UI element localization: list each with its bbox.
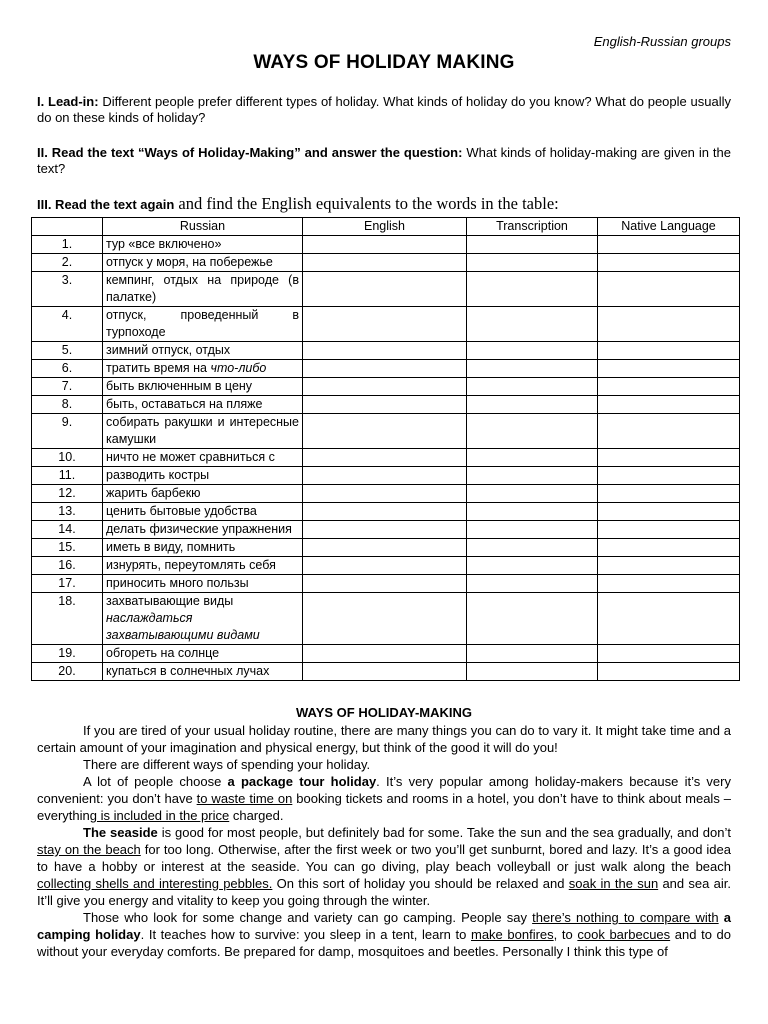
row-number: 10. [32,449,103,467]
english-cell[interactable] [303,236,467,254]
native-language-cell[interactable] [598,272,740,307]
english-cell[interactable] [303,539,467,557]
table-row [32,557,740,575]
table-row [32,449,740,467]
table-row [32,467,740,485]
english-cell[interactable] [303,342,467,360]
native-language-cell[interactable] [598,360,740,378]
english-cell[interactable] [303,521,467,539]
text-run: charged. [229,808,284,823]
english-cell[interactable] [303,378,467,396]
group-label: English-Russian groups [593,34,731,49]
text-title: WAYS OF HOLIDAY-MAKING [295,705,472,720]
english-cell[interactable] [303,449,467,467]
russian-term [103,645,303,663]
native-language-cell[interactable] [598,414,740,449]
english-cell[interactable] [303,307,467,342]
row-number: 15. [32,539,103,557]
russian-term [103,449,303,467]
table-row [32,272,740,307]
transcription-cell[interactable] [467,663,598,681]
transcription-cell[interactable] [467,236,598,254]
english-cell[interactable] [303,503,467,521]
table-row [32,593,740,645]
text-run: and sea air. It’ll give you energy and vitality to keep you going through the winter. [37,876,731,908]
russian-text: отпуск, проведенный в турпоходе [106,308,299,339]
header-number [32,218,103,236]
task-lead-in [37,94,731,126]
text-run: A lot of people choose [83,774,228,789]
table-row [32,342,740,360]
table-row [32,414,740,449]
transcription-cell[interactable] [467,449,598,467]
text-run: and to do without your everyday comforts. Be prepared for damp, mosquitoes and beetles. Personally I think this type of [37,927,732,959]
transcription-cell[interactable] [467,307,598,342]
russian-term [103,360,303,378]
russian-text-italic: что-либо [210,361,267,375]
transcription-cell[interactable] [467,575,598,593]
russian-text: разводить костры [106,468,210,482]
russian-text: делать физические упражнения [106,522,292,536]
russian-term [103,396,303,414]
russian-text: кемпинг, отдых на природе (в палатке) [106,273,299,304]
native-language-cell[interactable] [598,593,740,645]
russian-text: обгореть на солнце [106,646,220,660]
header-english: English [303,218,467,236]
russian-text: тур «все включено» [106,237,222,251]
english-cell[interactable] [303,254,467,272]
transcription-cell[interactable] [467,396,598,414]
text-run: Those who look for some change and variety can go camping. People say [83,910,533,925]
paragraph [37,773,731,824]
row-number: 7. [32,378,103,396]
transcription-cell[interactable] [467,557,598,575]
key-term: a package tour holiday [227,774,377,789]
english-cell[interactable] [303,645,467,663]
task-text: What kinds of holiday-making are given in the text? [37,145,731,176]
russian-text: ничто не может сравниться с [106,450,275,464]
russian-term [103,539,303,557]
russian-text: приносить много пользы [106,576,249,590]
russian-text: зимний отпуск, отдых [106,343,231,357]
paragraph [37,824,731,909]
table-row [32,360,740,378]
russian-term [103,254,303,272]
russian-term [103,503,303,521]
paragraph: There are different ways of spending your holiday. [83,757,371,772]
russian-text: быть, оставаться на пляже [106,397,263,411]
russian-term [103,521,303,539]
native-language-cell[interactable] [598,539,740,557]
task-label: I. Lead-in: [37,94,99,109]
russian-text-italic: наслаждаться захватывающими видами [106,611,260,642]
english-cell[interactable] [303,396,467,414]
task-read-text [37,145,731,177]
transcription-cell[interactable] [467,342,598,360]
underlined-phrase: is included in the price [96,808,230,823]
text-run: . It teaches how to survive: you sleep in a tent, learn to [140,927,471,942]
transcription-cell[interactable] [467,539,598,557]
row-number: 4. [32,307,103,342]
english-cell[interactable] [303,575,467,593]
english-cell[interactable] [303,272,467,307]
row-number: 16. [32,557,103,575]
task-label: III. Read the text again [37,197,175,212]
transcription-cell[interactable] [467,593,598,645]
row-number: 11. [32,467,103,485]
transcription-cell[interactable] [467,503,598,521]
transcription-cell[interactable] [467,521,598,539]
underlined-phrase: stay on the beach [37,842,141,857]
underlined-phrase: there’s nothing to compare with [532,910,719,925]
underlined-phrase: collecting shells and interesting pebbles. [37,876,273,891]
transcription-cell[interactable] [467,378,598,396]
russian-term [103,485,303,503]
row-number: 6. [32,360,103,378]
russian-term [103,593,303,645]
russian-term [103,307,303,342]
vocabulary-table [31,217,740,681]
text-run: booking tickets and rooms in a hotel, you don’t have to think about meals – everything [37,791,732,823]
paragraph [37,909,731,960]
table-row [32,663,740,681]
native-language-cell[interactable] [598,449,740,467]
native-language-cell[interactable] [598,575,740,593]
header-transcription: Transcription [467,218,598,236]
russian-term [103,272,303,307]
table-row [32,645,740,663]
native-language-cell[interactable] [598,236,740,254]
transcription-cell[interactable] [467,272,598,307]
paragraph: If you are tired of your usual holiday routine, there are many things you can do to vary it. It might take time and a certain amount of your imagination and physical energy, but think of the good it will do you! [37,723,731,755]
page-title: WAYS OF HOLIDAY MAKING [253,52,515,73]
table-header-row [32,218,740,236]
russian-term [103,378,303,396]
native-language-cell[interactable] [598,467,740,485]
russian-text: захватывающие виды [106,594,234,608]
underlined-phrase: soak in the sun [568,876,659,891]
table-row [32,539,740,557]
english-cell[interactable] [303,467,467,485]
task-text: Different people prefer different types of holiday. What kinds of holiday do you know? What do people usually do on these kinds of holiday? [37,94,732,125]
russian-text: собирать ракушки и интересные камушки [106,415,299,446]
table-row [32,254,740,272]
native-language-cell[interactable] [598,396,740,414]
table-row [32,485,740,503]
text-run: . It’s very popular among holiday-makers because it’s very convenient: you don’t have [37,774,731,806]
native-language-cell[interactable] [598,503,740,521]
russian-text: тратить время на [106,361,211,375]
table-row [32,396,740,414]
russian-text: иметь в виду, помнить [106,540,236,554]
russian-term [103,575,303,593]
russian-term [103,557,303,575]
key-term: a camping holiday [37,910,732,942]
russian-term [103,663,303,681]
russian-term [103,467,303,485]
native-language-cell[interactable] [598,342,740,360]
english-cell[interactable] [303,557,467,575]
native-language-cell[interactable] [598,485,740,503]
native-language-cell[interactable] [598,378,740,396]
underlined-phrase: to waste time on [196,791,293,806]
russian-text: быть включенным в цену [106,379,253,393]
key-term: The seaside [83,825,158,840]
underlined-phrase: cook barbecues [577,927,671,942]
row-number: 12. [32,485,103,503]
russian-text: изнурять, переутомлять себя [106,558,276,572]
table-row [32,307,740,342]
table-row [32,521,740,539]
row-number: 20. [32,663,103,681]
russian-term [103,414,303,449]
reading-text [37,722,731,960]
russian-term [103,236,303,254]
russian-text: отпуск у моря, на побережье [106,255,273,269]
transcription-cell[interactable] [467,360,598,378]
english-cell[interactable] [303,485,467,503]
russian-text: жарить барбекю [106,486,201,500]
native-language-cell[interactable] [598,663,740,681]
transcription-cell[interactable] [467,254,598,272]
russian-text: купаться в солнечных лучах [106,664,270,678]
row-number: 5. [32,342,103,360]
english-cell[interactable] [303,414,467,449]
table-row [32,503,740,521]
row-number: 18. [32,593,103,645]
text-run: , to [553,927,578,942]
transcription-cell[interactable] [467,414,598,449]
underlined-phrase: make bonfires [470,927,554,942]
task-text: and find the English equivalents to the words in the table: [174,194,559,213]
text-run: is good for most people, but definitely bad for some. Take the sun and the sea gradually, and don’t [157,825,731,840]
row-number: 14. [32,521,103,539]
row-number: 13. [32,503,103,521]
english-cell[interactable] [303,593,467,645]
table-row [32,236,740,254]
russian-text: ценить бытовые удобства [106,504,257,518]
header-native-language: Native Language [598,218,740,236]
row-number: 19. [32,645,103,663]
transcription-cell[interactable] [467,645,598,663]
task-label: II. Read the text “Ways of Holiday-Making” and answer the question: [37,145,463,160]
row-number: 1. [32,236,103,254]
transcription-cell[interactable] [467,467,598,485]
text-run: On this sort of holiday you should be relaxed and [272,876,569,891]
row-number: 9. [32,414,103,449]
native-language-cell[interactable] [598,645,740,663]
native-language-cell[interactable] [598,254,740,272]
row-number: 17. [32,575,103,593]
task-find-equivalents [37,196,731,213]
row-number: 3. [32,272,103,307]
row-number: 8. [32,396,103,414]
english-cell[interactable] [303,360,467,378]
row-number: 2. [32,254,103,272]
russian-term [103,342,303,360]
table-row [32,378,740,396]
table-row [32,575,740,593]
header-russian: Russian [103,218,303,236]
native-language-cell[interactable] [598,307,740,342]
text-run: for too long. Otherwise, after the first week or two you’ll get sunburnt, bored and lazy. It’s a good idea to have a hobby or interest at the seaside. You can go diving, play beach volleyball or just walk along the beach [37,842,731,874]
native-language-cell[interactable] [598,557,740,575]
transcription-cell[interactable] [467,485,598,503]
native-language-cell[interactable] [598,521,740,539]
english-cell[interactable] [303,663,467,681]
